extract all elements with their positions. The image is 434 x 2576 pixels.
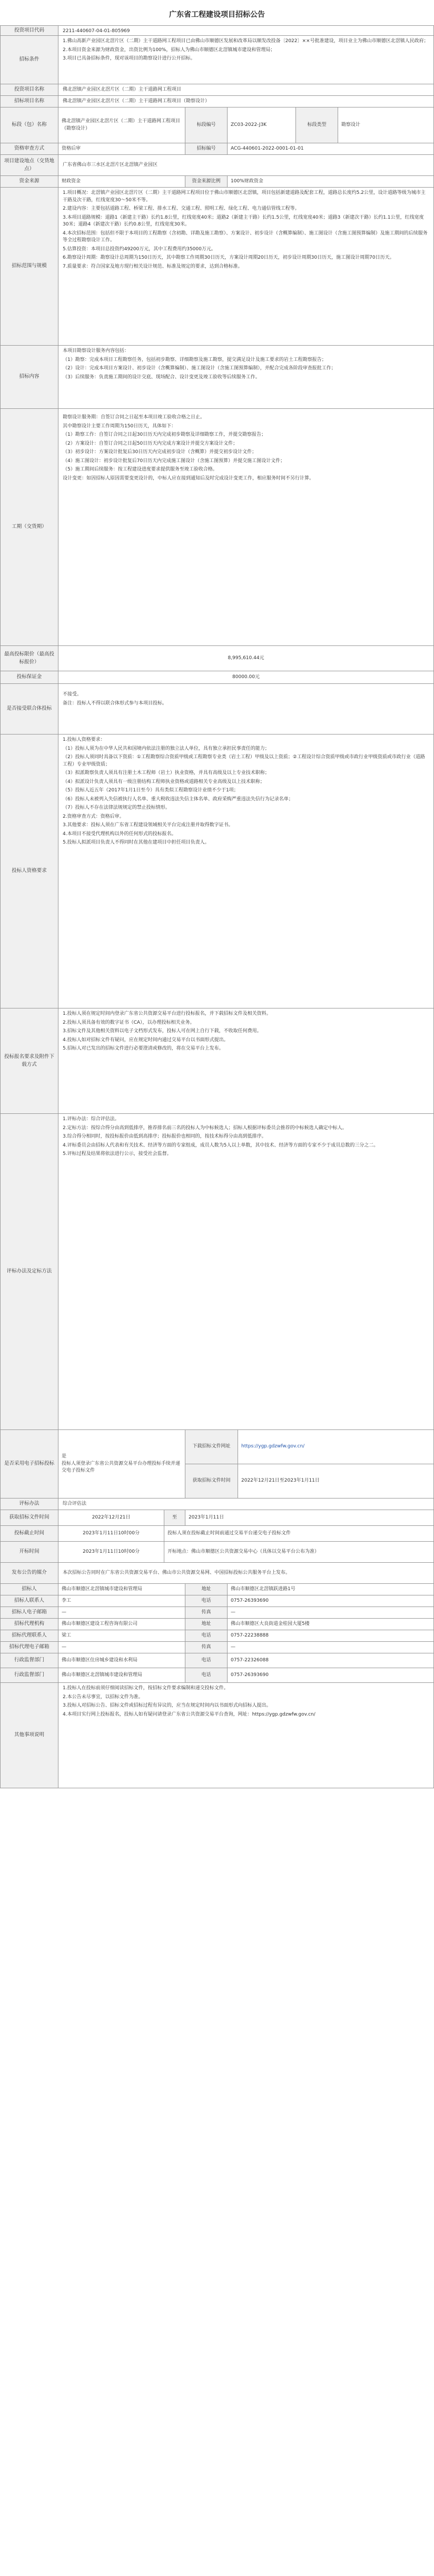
row-rules bbox=[0, 1008, 434, 1114]
line: 5.投标人拟派项目负责人不得同时在其他在建项目中担任项目负责人。 bbox=[63, 840, 210, 845]
line: 4.投标人如对招标文件有疑问，应在规定时间内通过交易平台以书面形式提出。 bbox=[63, 1037, 229, 1043]
value: 梁工 bbox=[62, 1632, 72, 1638]
value: 佛山市顺德区北滘镇城市建设和管理局 bbox=[62, 1586, 143, 1592]
line: 3.投标人对招标公告、招标文件或招标过程有异议的，应当在规定时间内以书面形式向招标人提出。 bbox=[63, 1703, 271, 1708]
line: 不接受。 bbox=[63, 692, 82, 697]
value: 佛北滘镇产业园区北滘片区（二期）主干道路网工程项目 bbox=[63, 87, 182, 92]
code-label: 标段编号 bbox=[185, 107, 227, 143]
row-owner-contact bbox=[0, 1595, 434, 1607]
label: 投资项目名称 bbox=[1, 84, 58, 95]
tel-label: 电话 bbox=[185, 1595, 227, 1607]
line: 1.投标人须在规定时间内登录广东省公共资源交易平台进行投标报名，并下载招标文件及相关资料。 bbox=[63, 1011, 271, 1016]
value: 佛山市顺德区北滘镇城市建设和管理局 bbox=[62, 1672, 143, 1678]
value: 8,995,610.44元 bbox=[228, 655, 264, 661]
row-location bbox=[0, 155, 434, 176]
label: 招标人 bbox=[1, 1584, 58, 1595]
row-doc-price bbox=[0, 1498, 434, 1510]
row-method bbox=[0, 1114, 434, 1430]
label: 是否采用电子招标投标 bbox=[1, 1430, 58, 1498]
row-funding bbox=[0, 176, 434, 188]
code-value: ACG-440601-2022-0001-01-01 bbox=[227, 143, 433, 154]
value: 广东省佛山市三水区北滘片区北滘镇产业园区 bbox=[63, 162, 158, 168]
label: 资格审查方式 bbox=[1, 143, 58, 154]
row-doc-time bbox=[0, 1510, 434, 1526]
line: 是 bbox=[62, 1454, 67, 1460]
line: （3）初步设计：方案设计批复后30日历天内完成初步设计（含概算）并提交初步设计文件； bbox=[63, 449, 257, 455]
row-supervisor bbox=[0, 1653, 434, 1668]
label: 招标人联系人 bbox=[1, 1595, 58, 1607]
row-content bbox=[0, 346, 434, 409]
line: 3.本项目道路规模：道路1（新建主干路）长约1.8公里，红线宽度40米；道路2（新建主干路）长约1.5公里，红线宽度40米；道路3（新建次干路）长约1.1公里，红线宽度30米；道路4（新建次干路）长约0.8公里，红线宽度30米。 bbox=[63, 214, 424, 227]
line: （2）设计：完成本项目方案设计、初步设计（含概算编制）、施工图设计（含施工图预算编制），并配合完成各阶段审查报批工作； bbox=[63, 366, 336, 371]
value bbox=[58, 684, 433, 734]
fax-label: 传真 bbox=[185, 1642, 227, 1653]
line: （5）投标人近五年（2017年1月1日至今）具有类似工程勘察设计业绩不少于1项； bbox=[63, 788, 239, 793]
value: 综合评估法 bbox=[63, 1501, 87, 1506]
value: 佛山市顺德区住房城乡建设和水利局 bbox=[62, 1657, 138, 1663]
type-label: 标段类型 bbox=[295, 107, 338, 143]
to-label: 至 bbox=[164, 1510, 185, 1525]
line: （2）投标人须同时具备以下资质：①工程勘察综合资质甲级或工程勘察专业类（岩土工程）甲级及以上资质；②工程设计综合资质甲级或市政行业甲级资质或市政行业（道路工程）专业甲级资质； bbox=[63, 755, 425, 767]
sub-label-2: 获取招标文件时间 bbox=[185, 1464, 238, 1498]
row-tender-project-name bbox=[0, 96, 434, 107]
label: 项目建设地点（交货地点） bbox=[1, 155, 58, 175]
download-link[interactable]: https://ygp.gdzwfw.gov.cn/ bbox=[238, 1430, 433, 1464]
code-value: ZC03-2022-J3K bbox=[227, 107, 295, 143]
line: 4.本次招标范围：包括但不限于本项目的工程勘察（含初勘、详勘及施工勘察）、方案设计、初步设计（含概算编制）、施工图设计（含施工图预算编制）及施工期间的后续服务等全过程勘察设计工作。 bbox=[63, 230, 428, 243]
line: 4.本项目实行网上投标报名，投标人如有疑问请登录广东省公共资源交易平台查询，网址：https://ygp.gdzwfw.gov.cn/ bbox=[63, 1711, 315, 1717]
row-open-time bbox=[0, 1542, 434, 1563]
label: 招标项目名称 bbox=[1, 96, 58, 107]
line: 1.评标办法：综合评估法。 bbox=[63, 1116, 120, 1122]
from-value: 2022年12月21日 bbox=[92, 1514, 131, 1520]
line: 5.评标过程及结果将依法进行公示，接受社会监督。 bbox=[63, 1151, 172, 1157]
row-max-price bbox=[0, 646, 434, 671]
line: 备注：投标人不得以联合体形式参与本项目投标。 bbox=[63, 700, 167, 706]
label: 工期（交货期） bbox=[1, 409, 58, 645]
label: 投标报名要求及附件下载方式 bbox=[1, 1008, 58, 1113]
value: 资格后审 bbox=[62, 145, 81, 151]
row-project-code bbox=[0, 25, 434, 36]
value bbox=[58, 36, 433, 84]
ratio-label: 资金来源比例 bbox=[185, 176, 227, 187]
label: 评标办法 bbox=[1, 1498, 58, 1510]
label: 招标人电子邮箱 bbox=[1, 1607, 58, 1618]
fax-label: 传真 bbox=[185, 1607, 227, 1618]
value: 李工 bbox=[62, 1598, 72, 1603]
line: （1）投标人须为在中华人民共和国境内依法注册的独立法人单位，具有独立承担民事责任的能力； bbox=[63, 746, 270, 751]
line: （1）勘察工作：自签订合同之日起30日历天内完成初步勘察及详细勘察工作，并提交勘察报告； bbox=[63, 432, 267, 437]
tel-value: 0757-22326088 bbox=[227, 1653, 433, 1668]
addr-label: 地址 bbox=[185, 1584, 227, 1595]
label: 招标范围与规模 bbox=[1, 188, 58, 345]
label: 评标办法及定标方法 bbox=[1, 1114, 58, 1429]
label: 招标条件 bbox=[1, 36, 58, 84]
row-media bbox=[0, 1563, 434, 1584]
line: 1.项目概况：北滘镇产业园区北滘片区（二期）主干道路网工程项目位于佛山市顺德区北滘镇，项目包括新建道路及配套工程，道路总长度约5.2公里，设计道路等级为城市主干路及次干路，红线宽度30～50米不等。 bbox=[63, 190, 426, 203]
row-section bbox=[0, 107, 434, 143]
value: 2023年1月11日10时00分 bbox=[83, 1530, 140, 1536]
value bbox=[58, 346, 433, 408]
line: （6）投标人未被列入失信被执行人名单、重大税收违法失信主体名单、政府采购严重违法失信行为记录名单； bbox=[63, 796, 293, 802]
fax-value: — bbox=[227, 1607, 433, 1618]
line: （2）方案设计：自签订合同之日起50日历天内完成方案设计并提交方案设计文件； bbox=[63, 440, 238, 446]
type-value: 勘察设计 bbox=[338, 107, 433, 143]
line: 本项目勘察设计服务内容包括： bbox=[63, 348, 130, 354]
addr-value: 佛山市顺德区大良街道金桂园大厦5楼 bbox=[227, 1619, 433, 1630]
value: — bbox=[62, 1644, 66, 1650]
line: 3.项目已具备招标条件，现对该项目的勘察设计进行公开招标。 bbox=[63, 56, 195, 61]
label: 标段（包）名称 bbox=[1, 107, 58, 143]
note: 投标人须在投标截止时间前通过交易平台递交电子投标文件 bbox=[164, 1526, 433, 1541]
page-title: 广东省工程建设项目招标公告 bbox=[169, 11, 265, 19]
value bbox=[58, 188, 433, 345]
label: 招标内容 bbox=[1, 346, 58, 408]
addr-value: 佛山市顺德区北滘镇跃进路1号 bbox=[227, 1584, 433, 1595]
label: 招标代理联系人 bbox=[1, 1630, 58, 1641]
value bbox=[58, 409, 433, 645]
line: 投标人须登录广东省公共资源交易平台办理投标手续并递交电子投标文件 bbox=[62, 1461, 181, 1474]
value bbox=[58, 1008, 433, 1113]
row-owner-mail bbox=[0, 1607, 434, 1619]
line: （3）拟派勘察负责人须具有注册土木工程师（岩土）执业资格，并具有高级及以上专业技术职称； bbox=[63, 770, 270, 776]
line: 5.估算投资：本项目总投资约49200万元，其中工程费用约35000万元。 bbox=[63, 246, 216, 252]
tel-value: 0757-26393690 bbox=[227, 1595, 433, 1607]
line: 其中勘察设计主要工作周期为150日历天，具体如下： bbox=[63, 423, 176, 429]
row-bond bbox=[0, 671, 434, 684]
to-value: 2023年1月11日 bbox=[185, 1510, 433, 1525]
line: （1）勘察：完成本项目工程勘察任务，包括初步勘察、详细勘察及施工勘察，提交满足设计及施工要求的岩土工程勘察报告； bbox=[63, 357, 327, 363]
label: 最高投标限价（最高投标报价） bbox=[1, 646, 58, 671]
value bbox=[58, 1430, 185, 1498]
label: 行政监督部门 bbox=[1, 1653, 58, 1668]
label: 投标截止时间 bbox=[1, 1526, 58, 1541]
value bbox=[58, 734, 433, 1008]
value: 佛北滘镇产业园区北滘片区（二期）主干道路网工程项目（勘察设计） bbox=[62, 119, 181, 131]
line: 2.本公告未尽事宜，以招标文件为准。 bbox=[63, 1694, 143, 1700]
line: 2.投标人须具备有效的数字证书（CA），以办理投标相关业务。 bbox=[63, 1020, 195, 1025]
sub-value-2: 2022年12月21日至2023年1月11日 bbox=[238, 1464, 433, 1498]
row-agent-mail bbox=[0, 1642, 434, 1653]
fax-value: — bbox=[227, 1642, 433, 1653]
tel-label: 电话 bbox=[185, 1630, 227, 1641]
tel-value: 0757-22238888 bbox=[227, 1630, 433, 1641]
sub-label: 下载招标文件网址 bbox=[185, 1430, 238, 1464]
label: 行政监督部门 bbox=[1, 1668, 58, 1682]
row-scope bbox=[0, 188, 434, 346]
line: 勘察设计服务期：自签订合同之日起至本项目竣工验收合格之日止。 bbox=[63, 415, 205, 420]
label: 投标保证金 bbox=[1, 671, 58, 683]
value bbox=[58, 1683, 433, 1788]
value: 佛山市顺德区建设工程咨询有限公司 bbox=[62, 1621, 138, 1627]
label: 其他事项说明 bbox=[1, 1683, 58, 1788]
line: 3.招标文件及其他相关资料以电子文档形式发布，投标人可在网上自行下载，不收取任何费用。 bbox=[63, 1029, 262, 1034]
label: 开标时间 bbox=[1, 1542, 58, 1562]
label: 投资项目代码 bbox=[1, 26, 58, 35]
line: 3.其他要求：投标人须在广东省工程建设领域相关平台完成注册并取得数字证书。 bbox=[63, 822, 233, 828]
row-agent bbox=[0, 1619, 434, 1630]
row-owner bbox=[0, 1584, 434, 1595]
label: 招标代理电子邮箱 bbox=[1, 1642, 58, 1653]
label: 发布公告的媒介 bbox=[1, 1563, 58, 1583]
row-agent-contact bbox=[0, 1630, 434, 1642]
line: 2.本项目资金来源为财政资金，出资比例为100%，招标人为佛山市顺德区北滘镇城市建设和管理局； bbox=[63, 47, 275, 53]
tel-label: 电话 bbox=[185, 1668, 227, 1682]
line: 6.勘察设计周期：勘察设计总周期为150日历天，其中勘察工作周期30日历天，方案设计周期20日历天，初步设计周期30日历天，施工图设计周期70日历天。 bbox=[63, 255, 394, 260]
label: 是否接受联合体投标 bbox=[1, 684, 58, 734]
row-joint bbox=[0, 684, 434, 734]
label: 资金来源 bbox=[1, 176, 58, 187]
line: （5）施工期间后续服务：按工程建设进度要求提供服务至竣工验收合格。 bbox=[63, 467, 218, 472]
value: 80000.00元 bbox=[232, 674, 260, 680]
row-project-name bbox=[0, 84, 434, 96]
line: 设计变更：如因招标人原因需要变更设计的，中标人应在接到通知后及时完成设计变更工作，相应服务时间不另行计算。 bbox=[63, 475, 314, 481]
label: 获取招标文件时间 bbox=[1, 1510, 58, 1525]
value bbox=[58, 1114, 433, 1429]
row-deadline bbox=[0, 1526, 434, 1542]
ratio-value: 100%财政资金 bbox=[227, 176, 433, 187]
line: （4）拟派设计负责人须具有一级注册结构工程师执业资格或道路相关专业高级及以上技术职称； bbox=[63, 779, 265, 785]
row-electronic bbox=[0, 1430, 434, 1498]
row-other bbox=[0, 1683, 434, 1788]
line: 2.资格审查方式：资格后审。 bbox=[63, 814, 124, 819]
value: 本次招标公告同时在广东省公共资源交易平台、佛山市公共资源交易网、中国招标投标公共服务平台上发布。 bbox=[63, 1570, 291, 1575]
line: 2.定标方法：按综合得分由高到低排序，推荐排名前三名的投标人为中标候选人；招标人根据评标委员会推荐的中标候选人确定中标人。 bbox=[63, 1125, 347, 1131]
addr-label: 地址 bbox=[185, 1619, 227, 1630]
tel-label: 电话 bbox=[185, 1653, 227, 1668]
line: 1.投标人在投标前须仔细阅读招标文件，按招标文件要求编制和递交投标文件。 bbox=[63, 1686, 229, 1691]
value: 2211-440607-04-01-805969 bbox=[63, 28, 130, 34]
line: （7）投标人不存在法律法规规定的禁止投标情形。 bbox=[63, 805, 170, 810]
code-label: 招标编号 bbox=[185, 143, 227, 154]
note: 开标地点：佛山市顺德区公共资源交易中心（具体以交易平台公布为准） bbox=[164, 1542, 433, 1562]
line: 2.建设内容：主要包括道路工程、桥梁工程、排水工程、交通工程、照明工程、绿化工程、电力通信管线工程等。 bbox=[63, 206, 300, 211]
line: 7.质量要求：符合国家及地方现行相关设计规范、标准及规定的要求，达到合格标准。 bbox=[63, 263, 243, 269]
value: — bbox=[62, 1609, 66, 1615]
line: 4.本项目不接受代理机构以外的任何形式的投标报名。 bbox=[63, 831, 176, 837]
tel-value: 0757-26393690 bbox=[227, 1668, 433, 1682]
line: （4）施工图设计：初步设计批复后70日历天内完成施工图设计（含施工图预算）并提交施工图设计文件； bbox=[63, 458, 285, 464]
line: 1.佛山高新产业园区北滘片区（二期）主干道路网工程项目已由佛山市顺德区发展和改革局以顺发改投备〔2022〕××号批准建设，项目业主为佛山市顺德区北滘镇人民政府； bbox=[63, 38, 429, 44]
value: 财政资金 bbox=[62, 178, 81, 184]
row-supervisor-2 bbox=[0, 1668, 434, 1683]
line: 1.投标人资格要求： bbox=[63, 737, 105, 742]
value: 2023年1月11日10时00分 bbox=[83, 1549, 140, 1554]
line: 3.综合得分相同时，按投标报价由低到高排序；投标报价也相同的，按技术标得分由高到低排序。 bbox=[63, 1134, 267, 1139]
row-qual bbox=[0, 143, 434, 155]
row-period bbox=[0, 409, 434, 646]
label: 投标人资格要求 bbox=[1, 734, 58, 1008]
label: 招标代理机构 bbox=[1, 1619, 58, 1630]
row-qualification bbox=[0, 734, 434, 1008]
line: （3）后续服务：负责施工期间的设计交底、现场配合、设计变更及竣工验收等后续服务工作。 bbox=[63, 374, 260, 380]
row-conditions bbox=[0, 36, 434, 84]
line: 5.招标人对已发出的招标文件进行必要澄清或修改的，将在交易平台上发布。 bbox=[63, 1046, 224, 1051]
value: 佛北滘镇产业园区北滘片区（二期）主干道路网工程项目（勘察设计） bbox=[63, 99, 210, 104]
line: 4.评标委员会由招标人代表和有关技术、经济等方面的专家组成，成员人数为5人以上单数，其中技术、经济等方面的专家不少于成员总数的三分之二。 bbox=[63, 1142, 379, 1148]
